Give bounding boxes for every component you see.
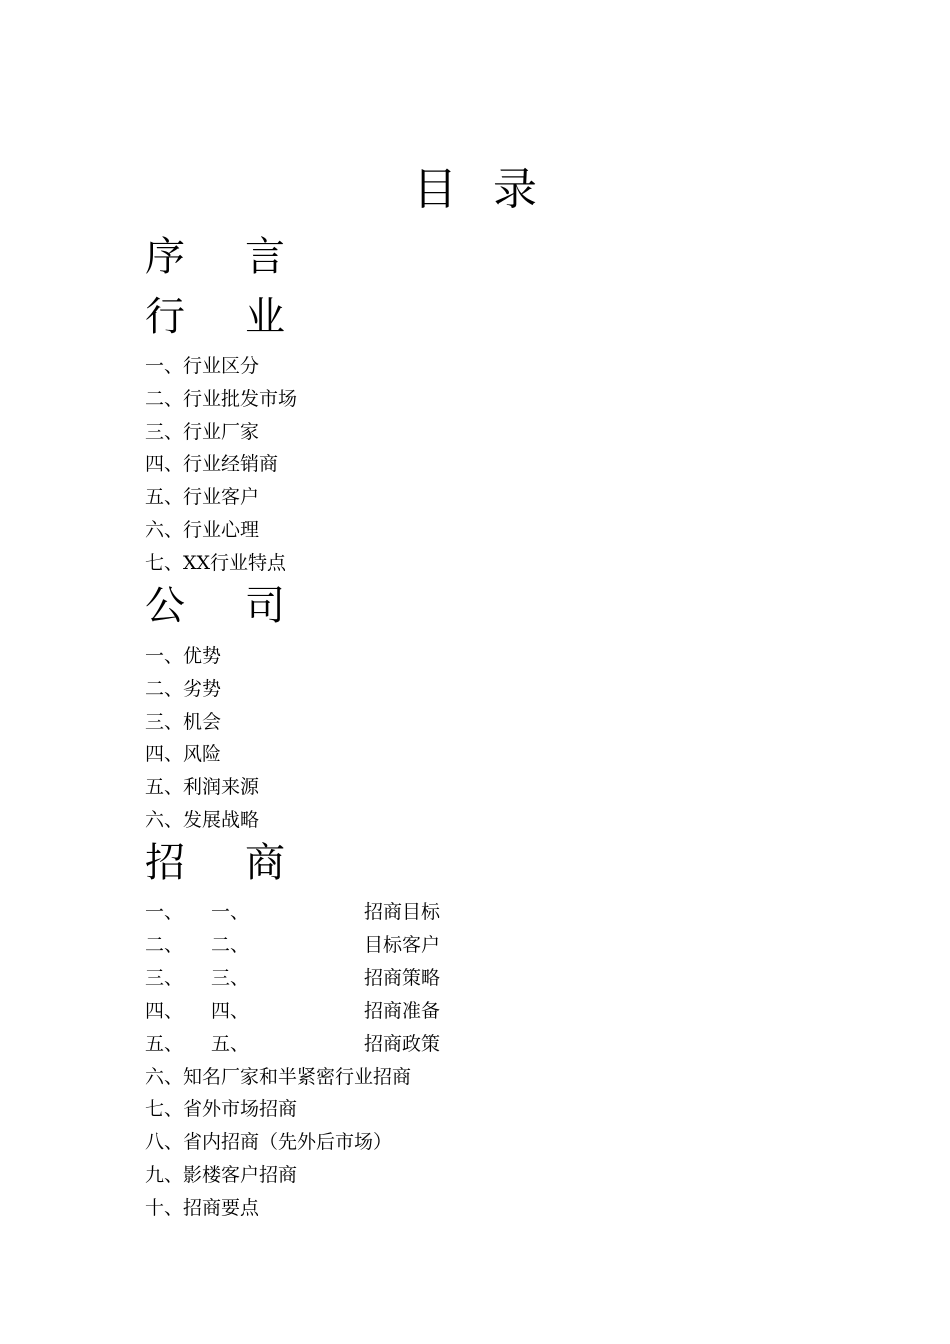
section-heading-char-2: 商 (245, 840, 285, 886)
toc-numbered-item (145, 997, 545, 1025)
toc-item: 三、行业厂家 (145, 421, 260, 443)
item-number: 五、 (145, 1033, 184, 1055)
toc-item: 四、风险 (145, 743, 222, 765)
toc-item: 六、发展战略 (145, 809, 260, 831)
item-number: 四、 (145, 1000, 184, 1022)
item-subnumber: 四、 (211, 1000, 250, 1022)
toc-item: 十、招商要点 (145, 1197, 260, 1219)
item-subnumber: 一、 (211, 901, 250, 923)
item-number: 二、 (145, 934, 184, 956)
section-heading-char-1: 序 (145, 234, 185, 280)
item-label: 目标客户 (364, 934, 441, 956)
item-subnumber: 三、 (211, 967, 250, 989)
toc-title-char-2: 录 (493, 164, 537, 215)
section-heading-char-2: 言 (245, 234, 285, 280)
toc-numbered-item (145, 964, 545, 992)
toc-item: 四、行业经销商 (145, 453, 279, 475)
toc-item: 一、优势 (145, 645, 222, 667)
toc-numbered-item (145, 931, 545, 959)
section-heading-char-1: 公 (145, 583, 185, 629)
toc-title-char-1: 目 (413, 164, 457, 215)
section-heading-char-2: 司 (245, 583, 285, 629)
toc-item: 七、省外市场招商 (145, 1098, 298, 1120)
toc-item: 八、省内招商（先外后市场） (145, 1131, 393, 1153)
toc-item: 九、影楼客户招商 (145, 1164, 298, 1186)
item-number: 一、 (145, 901, 184, 923)
toc-item: 三、机会 (145, 711, 222, 733)
item-number: 三、 (145, 967, 184, 989)
toc-numbered-item (145, 898, 545, 926)
item-subnumber: 五、 (211, 1033, 250, 1055)
toc-item: 二、劣势 (145, 678, 222, 700)
toc-item: 一、行业区分 (145, 355, 260, 377)
section-heading-char-1: 行 (145, 294, 185, 340)
toc-item: 六、行业心理 (145, 519, 260, 541)
toc-item: 六、知名厂家和半紧密行业招商 (145, 1066, 412, 1088)
toc-item: 五、行业客户 (145, 486, 260, 508)
section-heading-char-1: 招 (145, 840, 185, 886)
toc-item: 七、XX行业特点 (145, 552, 287, 574)
toc-title (0, 160, 950, 220)
item-label: 招商政策 (364, 1033, 441, 1055)
section-heading-char-2: 业 (245, 294, 285, 340)
item-label: 招商目标 (364, 901, 441, 923)
item-subnumber: 二、 (211, 934, 250, 956)
item-label: 招商策略 (364, 967, 441, 989)
item-label: 招商准备 (364, 1000, 441, 1022)
toc-item: 二、行业批发市场 (145, 388, 298, 410)
toc-numbered-item (145, 1030, 545, 1058)
toc-item: 五、利润来源 (145, 776, 260, 798)
